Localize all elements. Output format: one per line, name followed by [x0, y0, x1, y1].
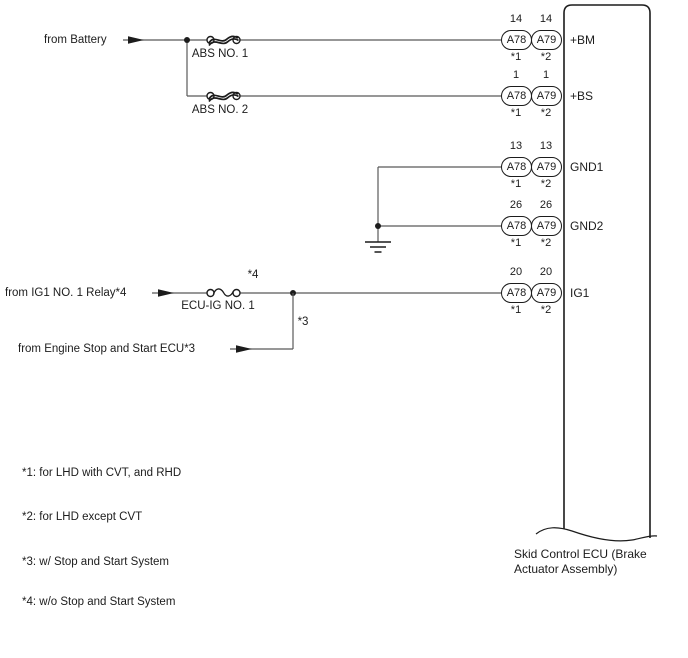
pin-number: 1	[542, 69, 550, 81]
terminal-label: GND1	[570, 160, 604, 174]
note-star4: *4	[247, 269, 259, 281]
arrow-icon	[128, 36, 144, 44]
pin-number: 26	[539, 199, 553, 211]
footnote-1: *1: for LHD with CVT, and RHD	[22, 467, 182, 479]
pin-number: 14	[509, 13, 523, 25]
arrow-icon	[158, 289, 174, 297]
connector-a78: A78	[501, 216, 532, 236]
connector-note: *2	[540, 178, 552, 190]
connector-note: *2	[540, 304, 552, 316]
label-fuse-abs-no1: ABS NO. 1	[191, 48, 249, 60]
footnote-4: *4: w/o Stop and Start System	[22, 596, 176, 608]
arrow-icon	[236, 345, 252, 353]
pin-number: 13	[539, 140, 553, 152]
connector-a79: A79	[531, 157, 562, 177]
junction-dot	[184, 37, 190, 43]
footnote-3: *3: w/ Stop and Start System	[22, 556, 170, 568]
pin-number: 13	[509, 140, 523, 152]
pin-number: 20	[539, 266, 553, 278]
connector-a79: A79	[531, 283, 562, 303]
pin-number: 1	[512, 69, 520, 81]
ground-circuit	[365, 167, 501, 252]
fuse-icon-ecu-ig-no1	[207, 289, 240, 297]
battery-circuit	[123, 36, 501, 96]
connector-a78: A78	[501, 157, 532, 177]
terminal-label: IG1	[570, 286, 590, 300]
connector-note: *2	[540, 51, 552, 63]
label-fuse-ecu-ig-no1: ECU-IG NO. 1	[181, 300, 255, 312]
terminal-label: +BS	[570, 89, 594, 103]
ecu-box-label: Skid Control ECU (Brake Actuator Assembly)	[514, 547, 647, 576]
label-from-battery: from Battery	[44, 34, 107, 46]
connector-a78: A78	[501, 86, 532, 106]
footnote-2: *2: for LHD except CVT	[22, 511, 143, 523]
connector-a78: A78	[501, 283, 532, 303]
label-from-ig1-relay: from IG1 NO. 1 Relay*4	[5, 287, 127, 299]
pin-number: 14	[539, 13, 553, 25]
fuse-icon-abs-no1	[207, 36, 240, 45]
label-fuse-abs-no2: ABS NO. 2	[191, 104, 249, 116]
junction-dot	[375, 223, 381, 229]
connector-a78: A78	[501, 30, 532, 50]
pin-number: 26	[509, 199, 523, 211]
connector-note: *1	[510, 304, 522, 316]
note-star3: *3	[297, 316, 309, 328]
terminal-label: +BM	[570, 33, 596, 47]
connector-note: *1	[510, 51, 522, 63]
connector-note: *1	[510, 107, 522, 119]
connector-a79: A79	[531, 86, 562, 106]
connector-note: *1	[510, 178, 522, 190]
connector-a79: A79	[531, 216, 562, 236]
label-from-engine-stop-start-ecu: from Engine Stop and Start ECU*3	[18, 343, 196, 355]
ground-icon	[365, 242, 391, 252]
connector-note: *1	[510, 237, 522, 249]
connector-note: *2	[540, 107, 552, 119]
fuse-icon-abs-no2	[207, 92, 240, 101]
connector-a79: A79	[531, 30, 562, 50]
terminal-label: GND2	[570, 219, 604, 233]
connector-note: *2	[540, 237, 552, 249]
pin-number: 20	[509, 266, 523, 278]
